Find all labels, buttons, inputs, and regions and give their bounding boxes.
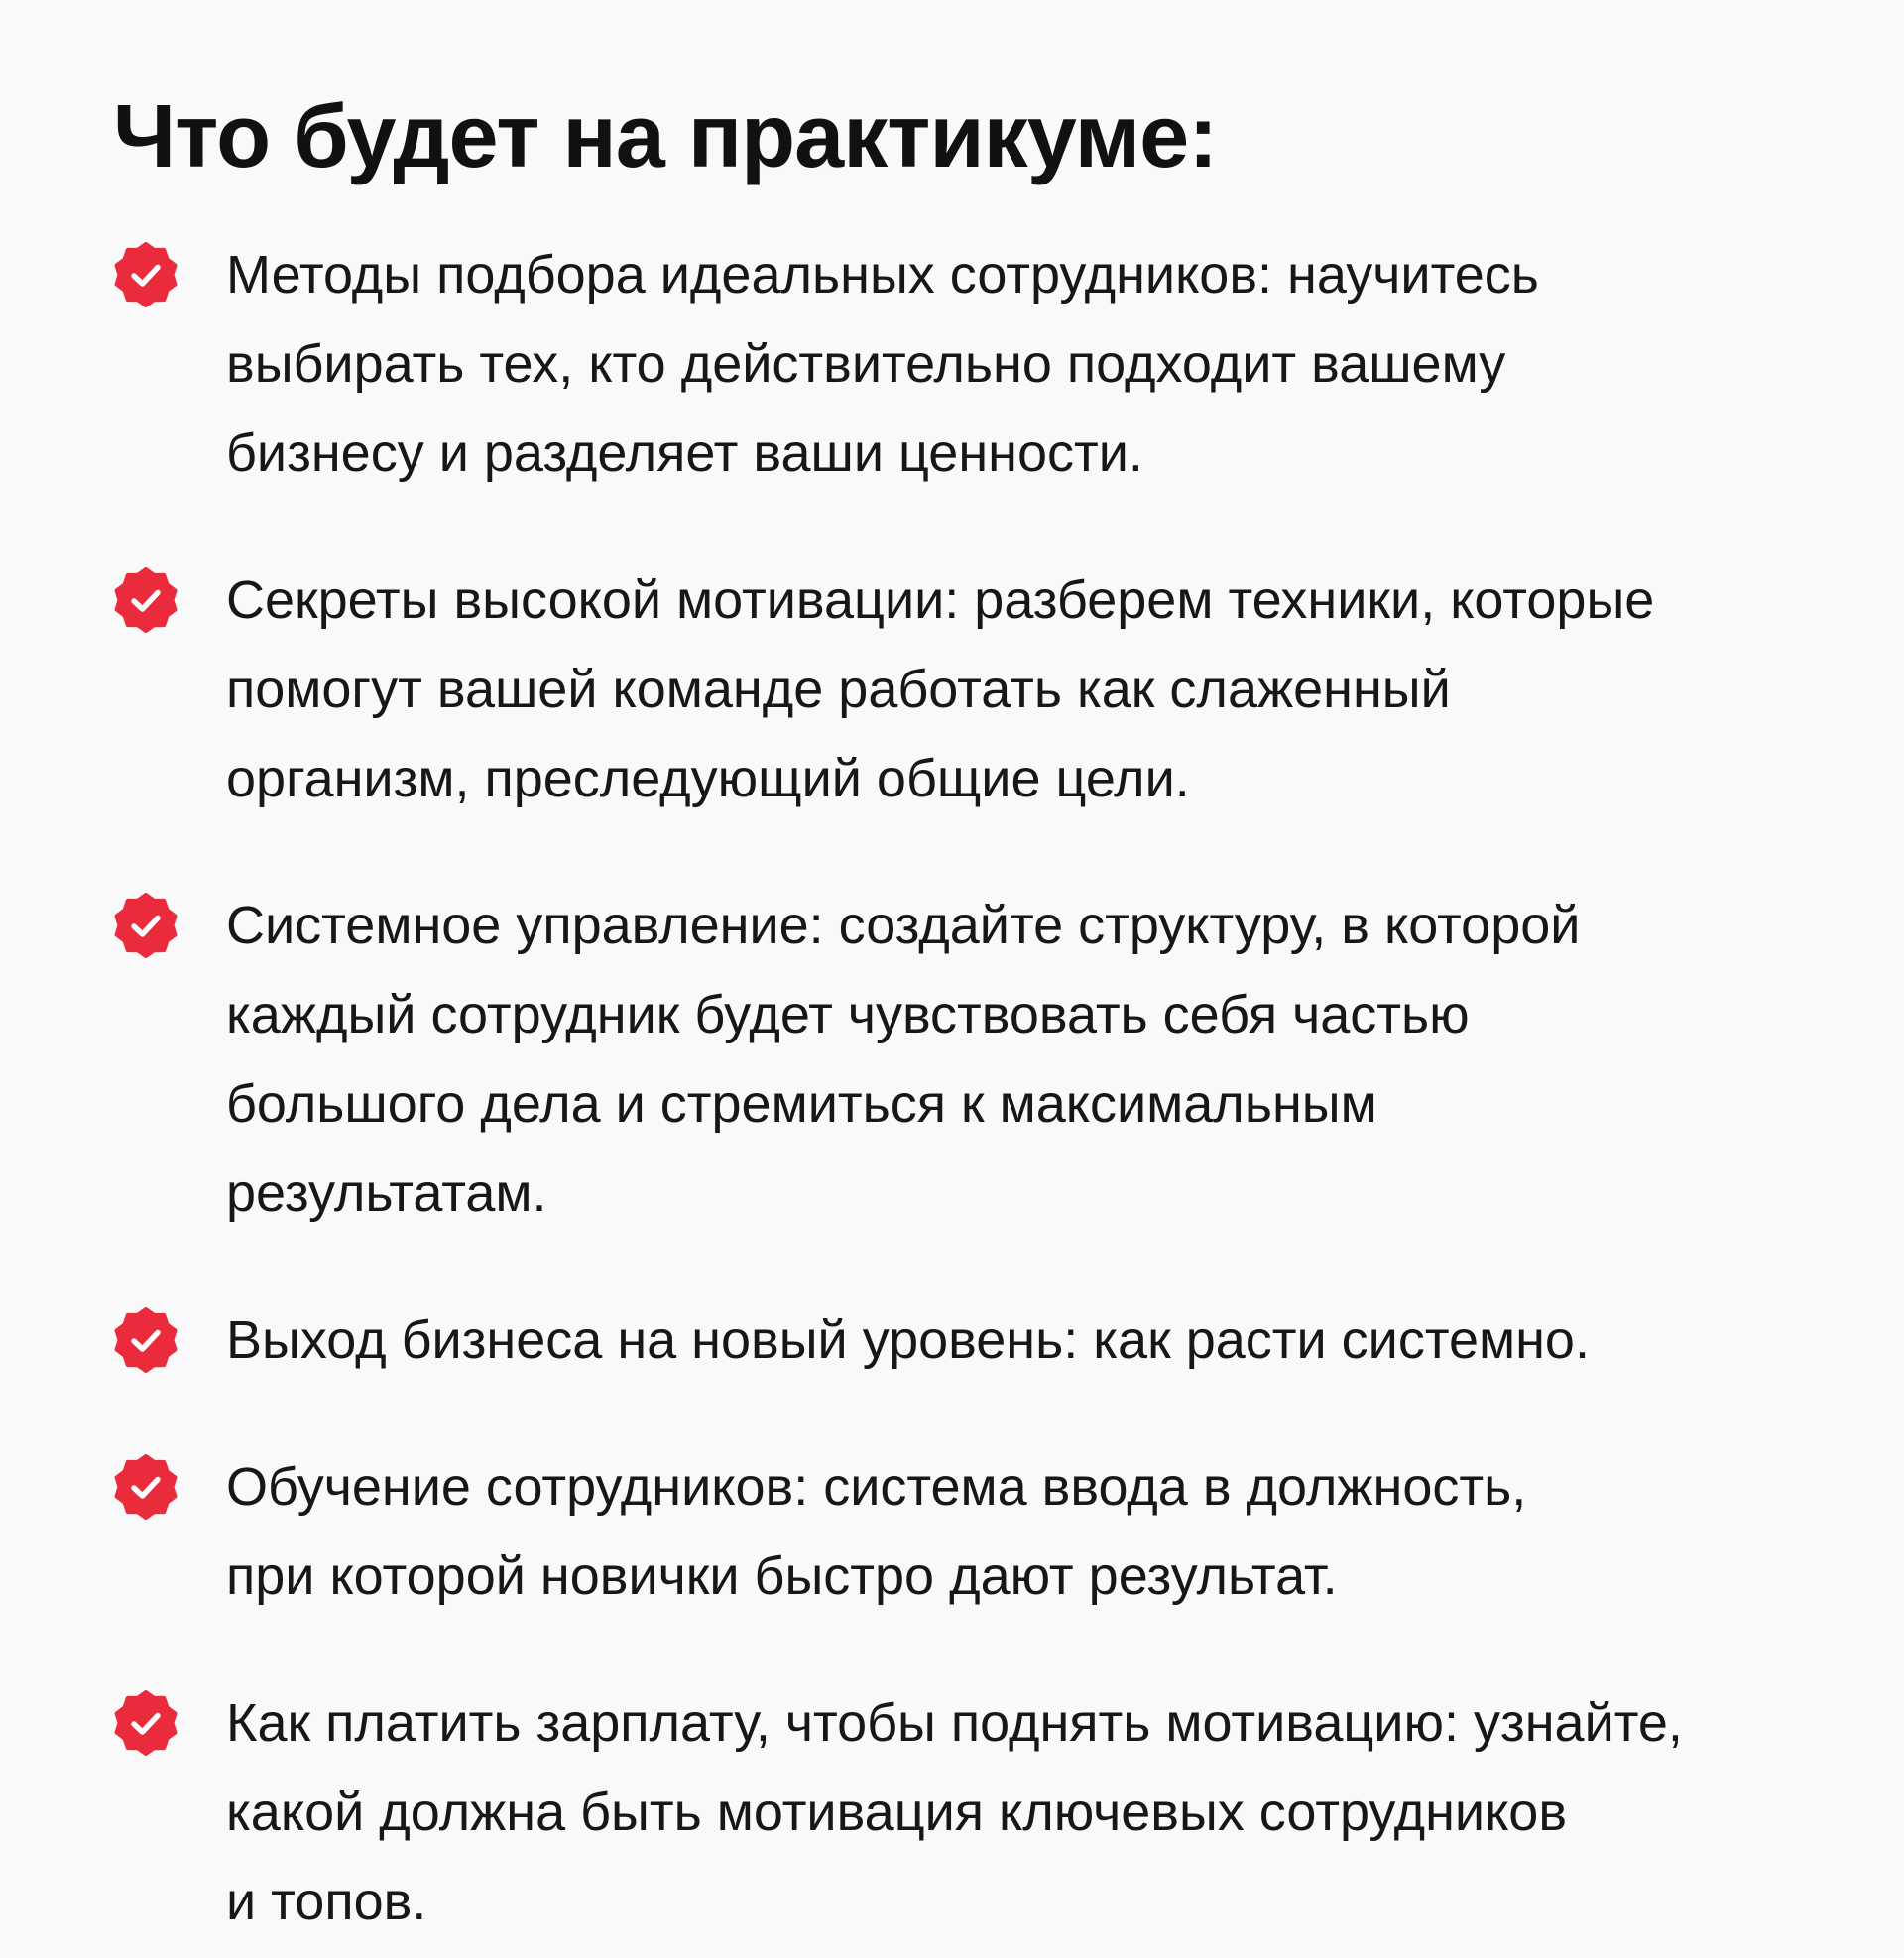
check-badge-icon	[113, 1690, 178, 1756]
list-item-line: Секреты высокой мотивации: разберем техники, которые	[226, 570, 1655, 630]
list-item-line: результатам.	[226, 1163, 547, 1223]
list-item	[113, 555, 1805, 823]
list-item-text	[226, 1442, 1803, 1621]
check-badge-icon	[113, 567, 178, 633]
list-item-line: Системное управление: создайте структуру, в которой	[226, 896, 1581, 955]
list-item	[113, 1678, 1805, 1946]
check-badge-icon	[113, 1454, 178, 1520]
check-badge-icon	[113, 893, 178, 958]
list-item-line: и топов.	[226, 1872, 427, 1931]
list-item-line: бизнесу и разделяет ваши ценности.	[226, 424, 1143, 483]
check-badge-icon	[113, 242, 178, 307]
check-badge-icon	[113, 1307, 178, 1373]
list-item-line: при которой новички быстро дают результат.	[226, 1546, 1338, 1606]
list-item-line: Методы подбора идеальных сотрудников: научитесь	[226, 245, 1539, 305]
list-item-line: Выход бизнеса на новый уровень: как расти системно.	[226, 1310, 1590, 1370]
list-item-text	[226, 1295, 1803, 1385]
list-item-text	[226, 881, 1803, 1238]
list-item-line: Как платить зарплату, чтобы поднять мотивацию: узнайте,	[226, 1693, 1683, 1753]
list-item-line: Обучение сотрудников: система ввода в должность,	[226, 1457, 1527, 1517]
list-item-line: организм, преследующий общие цели.	[226, 749, 1190, 808]
list-item-text	[226, 230, 1803, 498]
list-item-text	[226, 1678, 1803, 1946]
list-item-line: какой должна быть мотивация ключевых сотрудников	[226, 1782, 1568, 1842]
list-item	[113, 1442, 1805, 1621]
list-item	[113, 230, 1805, 498]
feature-list	[113, 230, 1805, 1946]
list-item	[113, 881, 1805, 1238]
list-item-line: большого дела и стремиться к максимальным	[226, 1074, 1377, 1134]
list-item-line: каждый сотрудник будет чувствовать себя частью	[226, 985, 1470, 1044]
list-item	[113, 1295, 1805, 1385]
page-title: Что будет на практикуме:	[113, 87, 1218, 186]
list-item-text	[226, 555, 1803, 823]
list-item-line: выбирать тех, кто действительно подходит вашему	[226, 334, 1506, 394]
list-item-line: помогут вашей команде работать как слаженный	[226, 660, 1451, 719]
